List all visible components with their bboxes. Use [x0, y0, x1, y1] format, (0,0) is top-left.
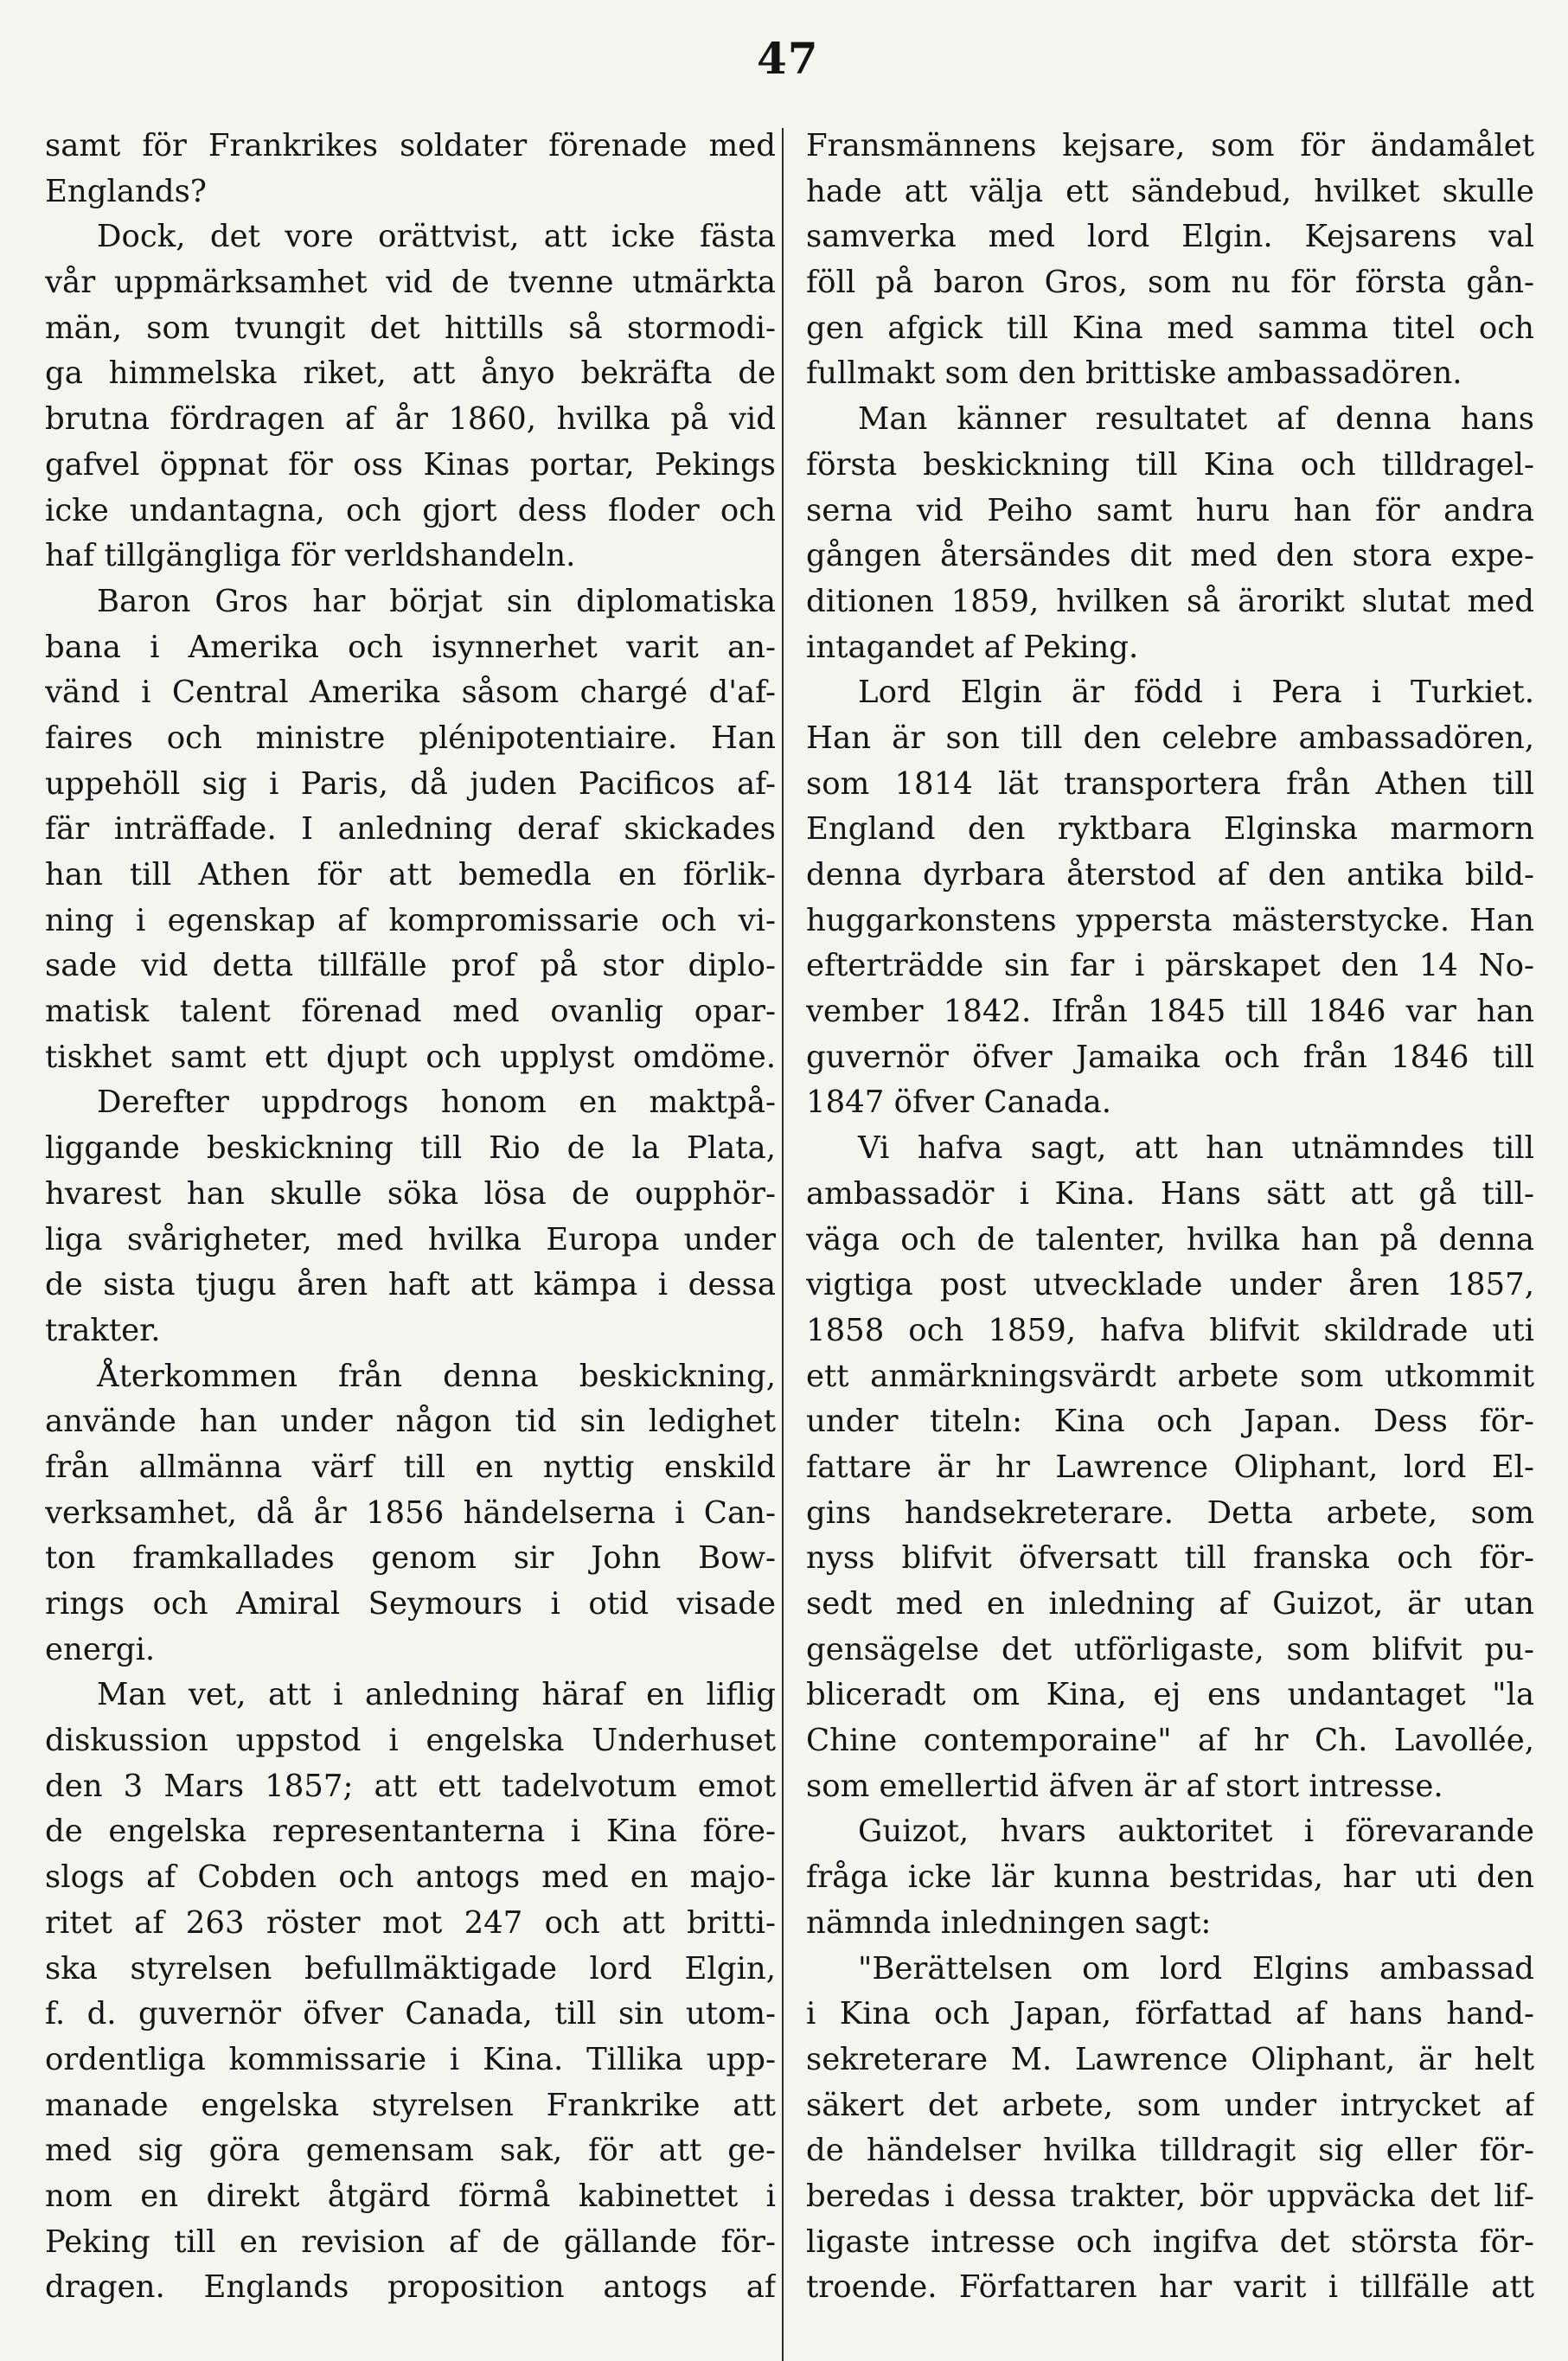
- text-line: hade att välja ett sändebud, hvilket skulle: [806, 173, 1534, 209]
- text-line: nom en direkt åtgärd förmå kabinettet i: [45, 2178, 776, 2214]
- text-line: ett anmärkningsvärdt arbete som utkommit: [806, 1358, 1534, 1394]
- text-line: som emellertid äfven är af stort intresse.: [806, 1768, 1443, 1804]
- text-line: rings och Amiral Seymours i otid visade: [45, 1586, 776, 1622]
- text-line: fär inträffade. I anledning deraf skickades: [45, 811, 776, 848]
- text-line: ligaste intresse och ingifva det största för-: [806, 2223, 1534, 2260]
- text-line: intagandet af Peking.: [806, 629, 1139, 665]
- text-line: män, som tvungit det hittills så stormodi-: [45, 310, 776, 346]
- text-line: 1858 och 1859, hafva blifvit skildrade uti: [806, 1312, 1534, 1348]
- text-line: liga svårigheter, med hvilka Europa under: [45, 1221, 776, 1257]
- text-line: som 1814 lät transportera från Athen till: [806, 765, 1534, 802]
- text-line: fullmakt som den brittiske ambassadören.: [806, 355, 1462, 392]
- text-line: Guizot, hvars auktoritet i förevarande: [858, 1814, 1534, 1850]
- text-line: med sig göra gemensam sak, för att ge-: [45, 2133, 776, 2169]
- text-line: England den ryktbara Elginska marmorn: [806, 811, 1534, 848]
- text-line: Återkommen från denna beskickning,: [97, 1358, 776, 1394]
- text-line: verksamhet, då år 1856 händelserna i Can-: [45, 1494, 776, 1531]
- right-text-column: [806, 124, 1534, 2311]
- column-divider: [782, 128, 784, 2361]
- text-line: Peking till en revision af de gällande för-: [45, 2223, 776, 2260]
- text-line: vigtiga post utvecklade under åren 1857,: [806, 1267, 1534, 1303]
- text-line: i Kina och Japan, författad af hans hand-: [806, 1996, 1534, 2032]
- text-line: guvernör öfver Jamaika och från 1846 till: [806, 1039, 1534, 1075]
- text-line: haf tillgängliga för verldshandeln.: [45, 538, 576, 574]
- text-line: han till Athen för att bemedla en förlik-: [45, 857, 776, 893]
- text-line: manade engelska styrelsen Frankrike att: [45, 2087, 776, 2123]
- text-line: denna dyrbara återstod af den antika bild-: [806, 857, 1534, 893]
- text-line: diskussion uppstod i engelska Underhuset: [45, 1723, 776, 1759]
- text-line: från allmänna värf till en nyttig enskild: [45, 1449, 776, 1485]
- text-line: bana i Amerika och isynnerhet varit an-: [45, 629, 776, 665]
- text-line: troende. Författaren har varit i tillfälle att: [806, 2269, 1534, 2306]
- text-line: f. d. guvernör öfver Canada, till sin utom-: [45, 1996, 776, 2032]
- text-line: föll på baron Gros, som nu för första gån-: [806, 265, 1534, 301]
- text-line: Derefter uppdrogs honom en maktpå-: [97, 1085, 776, 1121]
- text-line: de engelska representanterna i Kina före-: [45, 1814, 776, 1850]
- text-line: bliceradt om Kina, ej ens undantaget "la: [806, 1677, 1534, 1713]
- text-line: slogs af Cobden och antogs med en majo-: [45, 1859, 776, 1896]
- text-line: väga och de talenter, hvilka han på denna: [806, 1221, 1534, 1257]
- text-line: vember 1842. Ifrån 1845 till 1846 var han: [806, 994, 1534, 1030]
- text-line: serna vid Peiho samt huru han för andra: [806, 492, 1534, 528]
- text-line: uppehöll sig i Paris, då juden Pacificos af-: [45, 765, 776, 802]
- text-line: vänd i Central Amerika såsom chargé d'af-: [45, 675, 776, 711]
- text-line: liggande beskickning till Rio de la Plata,: [45, 1130, 776, 1167]
- text-line: ning i egenskap af kompromissarie och vi-: [45, 902, 776, 938]
- text-line: sade vid detta tillfälle prof på stor diplo-: [45, 948, 776, 984]
- text-line: Han är son till den celebre ambassadören,: [806, 720, 1534, 756]
- text-line: samt för Frankrikes soldater förenade med: [45, 128, 776, 163]
- text-line: beredas i dessa trakter, bör uppväcka det lif-: [806, 2178, 1534, 2214]
- text-line: icke undantagna, och gjort dess floder och: [45, 492, 776, 528]
- text-line: använde han under någon tid sin ledighet: [45, 1404, 776, 1440]
- text-line: ritet af 263 röster mot 247 och att britti-: [45, 1904, 776, 1941]
- text-line: sekreterare M. Lawrence Oliphant, är helt: [806, 2041, 1534, 2077]
- text-line: Dock, det vore orättvist, att icke fästa: [97, 219, 776, 255]
- text-line: första beskickning till Kina och tilldragel-: [806, 446, 1534, 483]
- text-line: trakter.: [45, 1312, 161, 1348]
- text-line: Vi hafva sagt, att han utnämndes till: [858, 1130, 1534, 1167]
- text-line: ambassadör i Kina. Hans sätt att gå till-: [806, 1175, 1534, 1212]
- text-line: fråga icke lär kunna bestridas, har uti den: [806, 1859, 1534, 1896]
- text-line: samverka med lord Elgin. Kejsarens val: [806, 219, 1534, 255]
- text-line: de sista tjugu åren haft att kämpa i dessa: [45, 1267, 776, 1303]
- text-line: ska styrelsen befullmäktigade lord Elgin,: [45, 1950, 776, 1987]
- text-line: ordentliga kommissarie i Kina. Tillika upp-: [45, 2041, 776, 2077]
- text-line: ditionen 1859, hvilken så ärorikt slutat med: [806, 583, 1534, 619]
- text-line: säkert det arbete, som under intrycket af: [806, 2087, 1534, 2123]
- text-line: Man känner resultatet af denna hans: [858, 401, 1534, 438]
- text-line: gensägelse det utförligaste, som blifvit pu-: [806, 1631, 1534, 1667]
- text-line: ga himmelska riket, att ånyo bekräfta de: [45, 355, 776, 392]
- text-line: matisk talent förenad med ovanlig opar-: [45, 994, 776, 1030]
- text-line: ton framkallades genom sir John Bow-: [45, 1540, 776, 1577]
- text-line: gången återsändes dit med den stora expe-: [806, 538, 1534, 574]
- text-line: Fransmännens kejsare, som för ändamålet: [806, 128, 1534, 163]
- text-line: gins handsekreterare. Detta arbete, som: [806, 1494, 1534, 1531]
- text-line: gen afgick till Kina med samma titel och: [806, 310, 1534, 346]
- text-line: Englands?: [45, 173, 207, 209]
- text-line: "Berättelsen om lord Elgins ambassad: [858, 1950, 1534, 1987]
- left-text-column: [45, 124, 776, 2311]
- text-line: den 3 Mars 1857; att ett tadelvotum emot: [45, 1768, 776, 1804]
- text-line: nyss blifvit öfversatt till franska och för-: [806, 1540, 1534, 1577]
- text-line: fattare är hr Lawrence Oliphant, lord El-: [806, 1449, 1534, 1485]
- text-line: huggarkonstens yppersta mästerstycke. Han: [806, 902, 1534, 938]
- text-line: Man vet, att i anledning häraf en liflig: [97, 1677, 776, 1713]
- text-line: faires och ministre plénipotentiaire. Han: [45, 720, 776, 756]
- text-line: vår uppmärksamhet vid de tvenne utmärkta: [45, 265, 776, 301]
- text-line: Chine contemporaine" af hr Ch. Lavollée,: [806, 1723, 1534, 1759]
- text-line: Baron Gros har börjat sin diplomatiska: [97, 583, 776, 619]
- text-line: sedt med en inledning af Guizot, är utan: [806, 1586, 1534, 1622]
- text-line: efterträdde sin far i pärskapet den 14 No-: [806, 948, 1534, 984]
- text-line: Lord Elgin är född i Pera i Turkiet.: [858, 675, 1534, 711]
- text-line: hvarest han skulle söka lösa de oupphör-: [45, 1175, 776, 1212]
- text-line: 1847 öfver Canada.: [806, 1085, 1111, 1121]
- text-line: energi.: [45, 1631, 156, 1667]
- text-line: gafvel öppnat för oss Kinas portar, Pekings: [45, 446, 776, 483]
- text-line: nämnda inledningen sagt:: [806, 1904, 1212, 1941]
- text-line: tiskhet samt ett djupt och upplyst omdöme.: [45, 1039, 776, 1075]
- text-line: brutna fördragen af år 1860, hvilka på vid: [45, 401, 776, 438]
- text-line: under titeln: Kina och Japan. Dess för-: [806, 1404, 1534, 1440]
- text-line: de händelser hvilka tilldragit sig eller för-: [806, 2133, 1534, 2169]
- page-number: 47: [757, 33, 819, 84]
- text-line: dragen. Englands proposition antogs af: [45, 2269, 776, 2306]
